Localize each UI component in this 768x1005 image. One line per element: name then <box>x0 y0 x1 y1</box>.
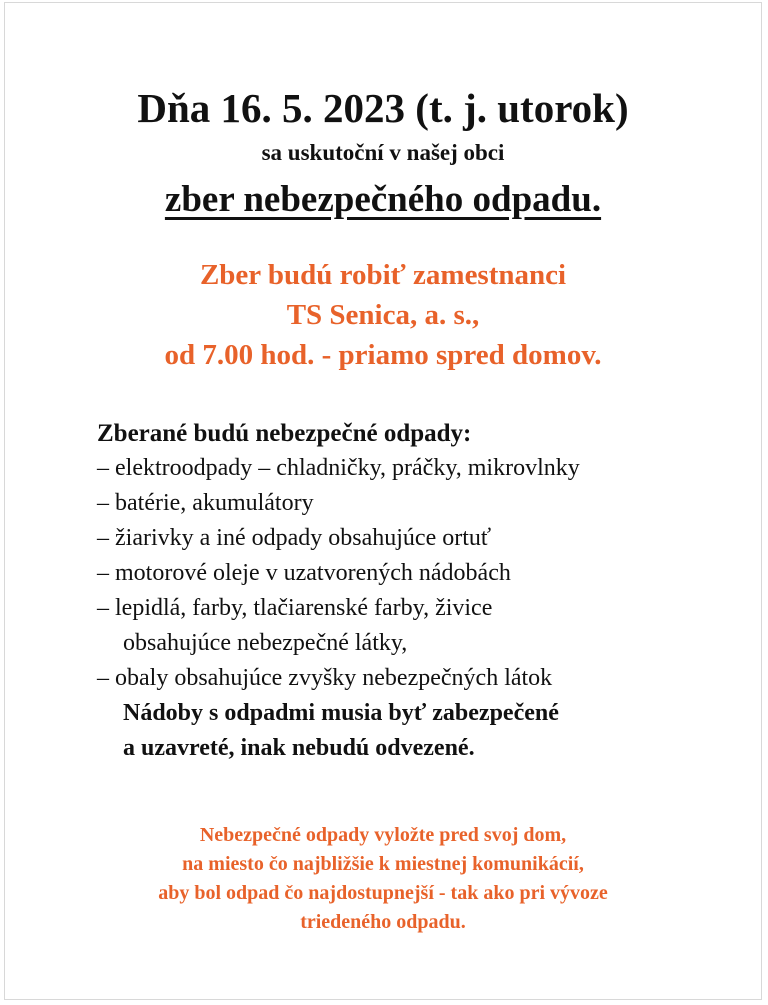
placement-instructions <box>5 821 761 937</box>
waste-list-title: Zberané budú nebezpečné odpady: <box>97 420 472 447</box>
notice-page <box>4 2 762 1000</box>
collection-topic-text: zber nebezpečného odpadu. <box>164 179 602 220</box>
instructions-line-3: aby bol odpad čo najdostupnejší - tak ako pri vývoze <box>158 882 608 904</box>
list-item: – motorové oleje v uzatvorených nádobách <box>97 560 511 586</box>
collector-line-2: TS Senica, a. s., <box>286 299 480 331</box>
waste-list <box>97 416 737 766</box>
list-item: – lepidlá, farby, tlačiarenské farby, živice <box>97 595 493 621</box>
collection-topic <box>5 179 761 221</box>
collector-info <box>5 255 761 375</box>
container-note-line-2: a uzavreté, inak nebudú odvezené. <box>123 735 475 761</box>
location-subline: sa uskutoční v našej obci <box>261 140 505 165</box>
date-headline: Dňa 16. 5. 2023 (t. j. utorok) <box>137 85 629 131</box>
list-item: – elektroodpady – chladničky, práčky, mikrovlnky <box>97 455 580 481</box>
list-item: – batérie, akumulátory <box>97 490 314 516</box>
container-note-line-1: Nádoby s odpadmi musia byť zabezpečené <box>123 700 559 726</box>
collector-line-1: Zber budú robiť zamestnanci <box>199 259 567 291</box>
instructions-line-1: Nebezpečné odpady vyložte pred svoj dom, <box>199 824 567 846</box>
list-item: – obaly obsahujúce zvyšky nebezpečných látok <box>97 665 553 691</box>
instructions-line-4: triedeného odpadu. <box>300 911 466 933</box>
list-item-continuation: obsahujúce nebezpečné látky, <box>123 630 408 656</box>
list-item: – žiarivky a iné odpady obsahujúce ortuť <box>97 525 492 551</box>
collector-line-3: od 7.00 hod. - priamo spred domov. <box>164 339 602 371</box>
instructions-line-2: na miesto čo najbližšie k miestnej komunikácií, <box>182 853 584 875</box>
